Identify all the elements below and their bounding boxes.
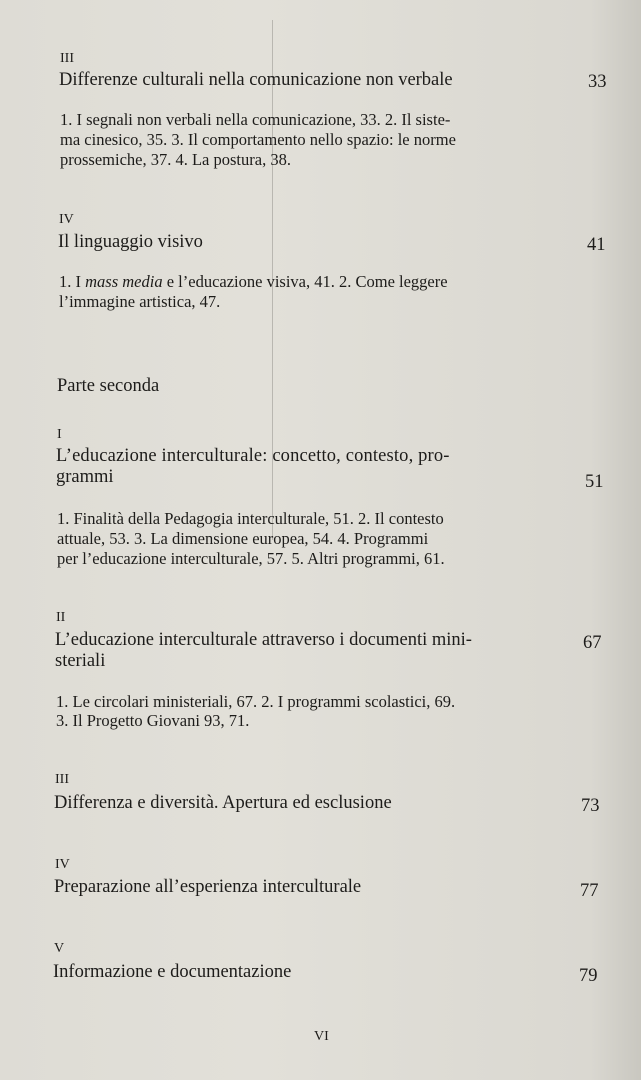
chapter-number: IV [55,857,70,872]
chapter-number: II [56,610,66,625]
chapter-page-number: 67 [583,633,602,653]
chapter-number: I [57,427,62,442]
chapter-contents-line: 1. Finalità della Pedagogia interculturale, 51. 2. Il contesto [57,509,444,528]
page-folio: VI [314,1029,329,1044]
chapter-page-number: 77 [580,881,599,901]
chapter-page-number: 51 [585,472,604,492]
chapter-title: steriali [55,651,106,671]
chapter-contents-line: 1. Le circolari ministeriali, 67. 2. I programmi scolastici, 69. [56,692,456,711]
chapter-number: III [60,51,74,66]
chapter-contents-line: 1. I mass media e l’educazione visiva, 41. 2. Come leggere [59,272,448,291]
chapter-page-number: 73 [581,796,600,816]
chapter-title: Informazione e documentazione [53,962,292,982]
chapter-number: V [54,941,65,956]
chapter-contents-line: 3. Il Progetto Giovani 93, 71. [56,711,250,730]
chapter-contents-line: per l’educazione interculturale, 57. 5. Altri programmi, 61. [57,549,445,568]
chapter-contents-line: attuale, 53. 3. La dimensione europea, 54. 4. Programmi [57,529,429,548]
chapter-page-number: 41 [587,235,606,255]
part-heading: Parte seconda [57,376,160,396]
chapter-contents-line: ma cinesico, 35. 3. Il comportamento nello spazio: le norme [60,130,456,149]
chapter-title: Differenze culturali nella comunicazione non verbale [59,70,453,90]
chapter-title: grammi [56,467,114,487]
chapter-title: L’educazione interculturale: concetto, contesto, pro- [56,446,450,466]
chapter-contents-line: l’immagine artistica, 47. [59,292,221,311]
chapter-title: Preparazione all’esperienza interculturale [54,877,362,897]
chapter-number: III [55,772,69,787]
chapter-title: Il linguaggio visivo [58,232,203,252]
chapter-title: L’educazione interculturale attraverso i documenti mini- [55,630,472,650]
chapter-title: Differenza e diversità. Apertura ed esclusione [54,793,392,813]
chapter-contents-line: prossemiche, 37. 4. La postura, 38. [60,150,291,169]
chapter-page-number: 79 [579,966,598,986]
chapter-number: IV [59,212,74,227]
emphasis-text: mass media [85,272,163,291]
chapter-contents-line: 1. I segnali non verbali nella comunicazione, 33. 2. Il siste- [60,110,451,129]
chapter-page-number: 33 [588,72,607,92]
